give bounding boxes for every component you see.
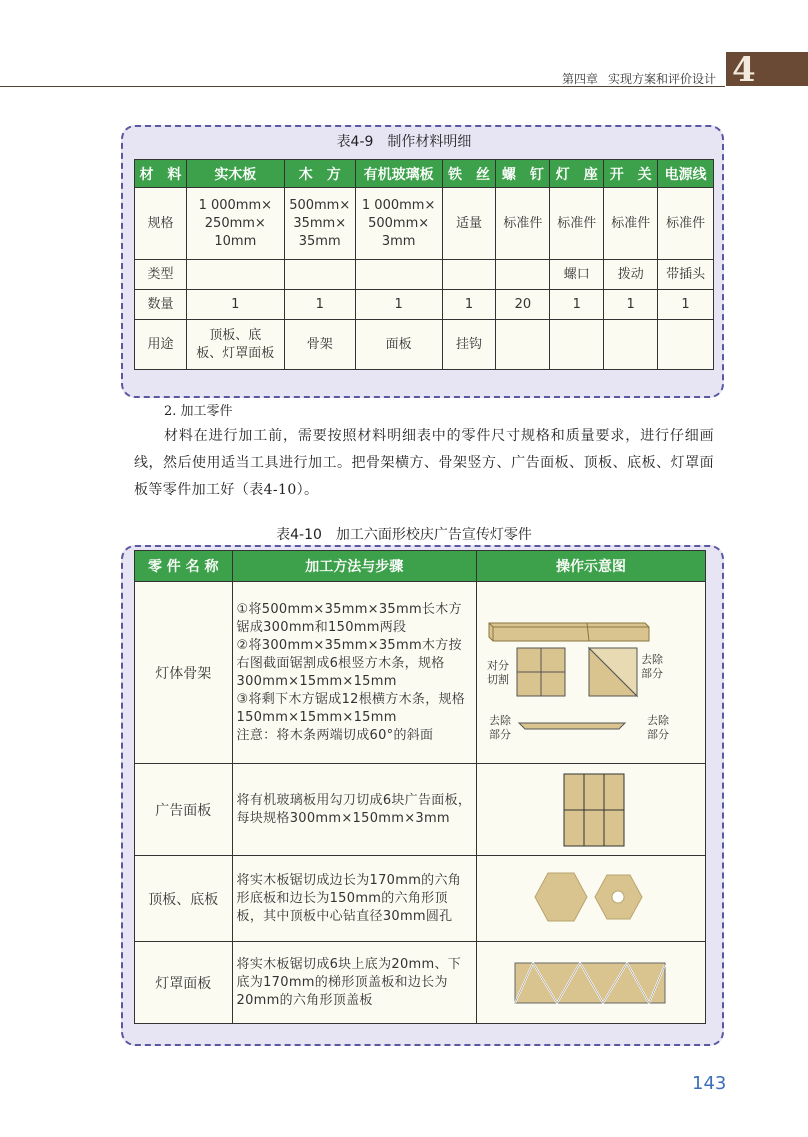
header-cell: 零 件 名 称 (135, 551, 233, 582)
table-cell: 面板 (355, 320, 442, 370)
page-number: 143 (692, 1073, 727, 1094)
table-cell: 1 (186, 290, 284, 320)
table1-header-row (135, 160, 714, 188)
header-cell: 加工方法与步骤 (232, 551, 476, 582)
table-cell: 骨架 (284, 320, 355, 370)
header-cell: 螺 钉 (496, 160, 550, 188)
table-cell: 1 (284, 290, 355, 320)
panel-diagram (476, 764, 705, 856)
label-remove-end-1: 去除 (646, 713, 669, 727)
wood-stick-shape (489, 623, 649, 641)
table-cell (658, 320, 714, 370)
table-row (135, 582, 706, 764)
table-row (135, 290, 714, 320)
table-cell: 标准件 (550, 188, 604, 260)
table-cell (496, 320, 550, 370)
running-header (552, 70, 716, 87)
row-label: 数量 (135, 290, 187, 320)
part-name: 顶板、底板 (135, 856, 233, 942)
table-cell (604, 320, 658, 370)
row-label: 类型 (135, 260, 187, 290)
frame-diagram-svg (477, 583, 704, 763)
table2-header-row (135, 551, 706, 582)
table-row (135, 856, 706, 942)
table-cell (550, 320, 604, 370)
header-cell: 木 方 (284, 160, 355, 188)
chapter-title: 实现方案和评价设计 (607, 72, 716, 86)
part-steps: ①将500mm×35mm×35mm长木方锯成300mm和150mm两段 ②将300mm×35mm×35mm木方按右图截面锯割成6根竖方木条，规格300mm×15mm×15mm ③将剩下木方锯成12根横方木条，规格150mm×15mm×15mm 注意：将木条两端切成60°的斜面 (232, 582, 476, 764)
chapter-number: 4 (732, 50, 756, 90)
table-row (135, 764, 706, 856)
label-remove-right-1: 去除 (640, 652, 663, 666)
table-cell: 螺口 (550, 260, 604, 290)
hexagon-diagram (476, 856, 705, 942)
header-cell: 开 关 (604, 160, 658, 188)
hexagon-diagram-svg (477, 857, 704, 941)
materials-table (134, 159, 714, 370)
part-steps: 将实木板锯切成6块上底为20mm、下底为170mm的梯形顶盖板和边长为20mm的六角形顶盖板 (232, 942, 476, 1024)
header-cell: 材 料 (135, 160, 187, 188)
trapezoid-diagram (476, 942, 705, 1024)
table-row (135, 188, 714, 260)
header-cell: 操作示意图 (476, 551, 705, 582)
table-cell: 500mm× 35mm× 35mm (284, 188, 355, 260)
table-cell (284, 260, 355, 290)
table-cell (496, 260, 550, 290)
panel-diagram-svg (477, 765, 704, 855)
header-cell: 电源线 (658, 160, 714, 188)
table-cell: 20 (496, 290, 550, 320)
table-cell: 带插头 (658, 260, 714, 290)
table-cell: 挂钩 (442, 320, 496, 370)
label-remove-left-1: 去除 (488, 713, 511, 727)
table-cell (186, 260, 284, 290)
table-cell: 标准件 (658, 188, 714, 260)
label-split-2: 切割 (486, 672, 509, 686)
label-split-1: 对分 (486, 658, 509, 672)
mitred-bar-shape (519, 723, 625, 729)
bottom-hexagon-shape (535, 873, 587, 921)
table-cell: 顶板、底 板、灯罩面板 (186, 320, 284, 370)
table-cell: 1 (604, 290, 658, 320)
table-cell: 1 (658, 290, 714, 320)
parts-table (134, 550, 706, 1024)
header-cell: 铁 丝 (442, 160, 496, 188)
row-label: 规格 (135, 188, 187, 260)
table-cell: 适量 (442, 188, 496, 260)
table-row (135, 942, 706, 1024)
table-cell: 拨动 (604, 260, 658, 290)
center-hole-shape (612, 891, 624, 903)
table1-caption: 表4-9 制作材料明细 (336, 134, 472, 150)
header-cell: 灯 座 (550, 160, 604, 188)
part-name: 灯罩面板 (135, 942, 233, 1024)
row-label: 用途 (135, 320, 187, 370)
table-cell: 1 000mm× 500mm× 3mm (355, 188, 442, 260)
chapter-label: 第四章 (561, 72, 598, 86)
label-remove-end-2: 部分 (646, 727, 669, 741)
trapezoid-diagram-svg (477, 943, 704, 1023)
table-cell (355, 260, 442, 290)
header-cell: 实木板 (186, 160, 284, 188)
table-cell: 1 (442, 290, 496, 320)
label-remove-left-2: 部分 (488, 727, 511, 741)
table-row (135, 320, 714, 370)
label-remove-right-2: 部分 (640, 666, 663, 680)
table-cell: 标准件 (604, 188, 658, 260)
section-heading: 2. 加工零件 (164, 404, 233, 419)
table-row (135, 260, 714, 290)
section-paragraph: 材料在进行加工前，需要按照材料明细表中的零件尺寸规格和质量要求，进行仔细画线，然后使用适当工具进行加工。把骨架横方、骨架竖方、广告面板、顶板、底板、灯罩面板等零件加工好（表4-10）。 (134, 428, 714, 498)
table-cell (442, 260, 496, 290)
part-steps: 将实木板锯切成边长为170mm的六角形底板和边长为150mm的六角形顶板，其中顶板中心钻直径30mm圆孔 (232, 856, 476, 942)
header-rule (0, 86, 725, 87)
part-steps: 将有机玻璃板用勾刀切成6块广告面板，每块规格300mm×150mm×3mm (232, 764, 476, 856)
part-name: 灯体骨架 (135, 582, 233, 764)
table-cell: 标准件 (496, 188, 550, 260)
frame-diagram (476, 582, 705, 764)
table2-caption: 表4-10 加工六面形校庆广告宣传灯零件 (276, 527, 532, 543)
table-cell: 1 (355, 290, 442, 320)
table-cell: 1 000mm× 250mm× 10mm (186, 188, 284, 260)
part-name: 广告面板 (135, 764, 233, 856)
chapter-tab (726, 50, 808, 90)
table-cell: 1 (550, 290, 604, 320)
header-cell: 有机玻璃板 (355, 160, 442, 188)
